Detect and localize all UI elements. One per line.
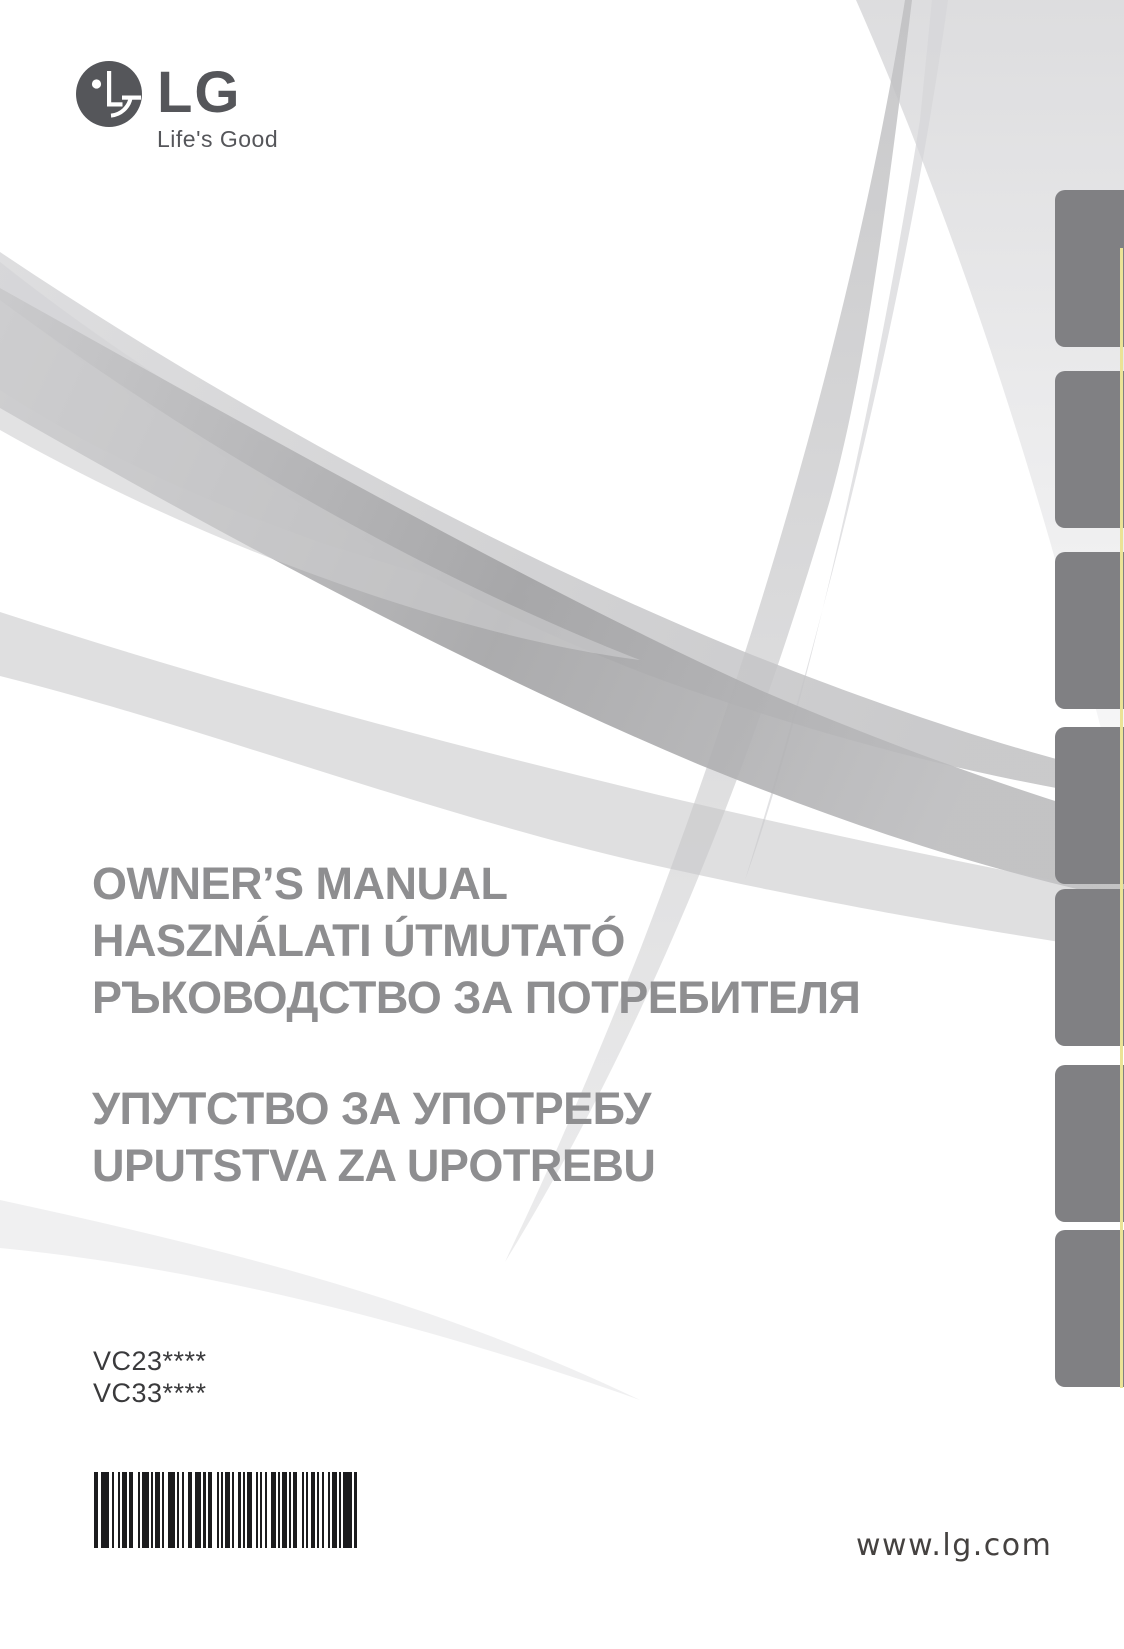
barcode-bar	[122, 1472, 126, 1548]
barcode-bar	[278, 1472, 280, 1548]
lg-face-icon	[75, 60, 143, 128]
barcode-bar	[247, 1472, 251, 1548]
title-group-primary	[92, 855, 860, 1026]
side-tab	[1055, 190, 1124, 347]
barcode-bar	[243, 1472, 245, 1548]
title-line-serbian-cyrillic: УПУТСТВО ЗА УПОТРЕБУ	[92, 1083, 651, 1134]
barcode-bar	[306, 1472, 308, 1548]
barcode-bar	[129, 1472, 133, 1548]
barcode-bar	[354, 1472, 356, 1548]
lg-logo-text	[157, 60, 278, 153]
title-line-english: OWNER’S MANUAL	[92, 858, 508, 909]
barcode-bar	[221, 1472, 223, 1548]
barcode-bar	[217, 1472, 219, 1548]
barcode-bar	[311, 1472, 315, 1548]
side-tab	[1055, 371, 1124, 528]
barcode-bar	[225, 1472, 229, 1548]
lg-tagline: Life's Good	[157, 126, 279, 152]
barcode-bar	[182, 1472, 184, 1548]
side-tab	[1055, 1230, 1124, 1387]
lg-wordmark: LG	[157, 60, 242, 125]
barcode-bar	[142, 1472, 149, 1548]
barcode-bar	[317, 1472, 319, 1548]
barcode-bar	[302, 1472, 304, 1548]
barcode-bar	[271, 1472, 275, 1548]
barcode-bar	[138, 1472, 140, 1548]
barcode-bar	[232, 1472, 234, 1548]
barcode-bar	[289, 1472, 291, 1548]
barcode-bar	[265, 1472, 267, 1548]
barcode-bar	[208, 1472, 212, 1548]
barcode-bar	[177, 1472, 179, 1548]
barcode-bar	[332, 1472, 336, 1548]
barcode-bar	[328, 1472, 330, 1548]
barcode-bar	[282, 1472, 286, 1548]
barcode-bar	[203, 1472, 205, 1548]
title-line-bulgarian: РЪКОВОДСТВО ЗА ПОТРЕБИТЕЛЯ	[92, 972, 861, 1023]
side-tab	[1055, 727, 1124, 884]
barcode-bar	[339, 1472, 341, 1548]
barcode-bar	[162, 1472, 164, 1548]
lg-website-url: www.lg.com	[856, 1528, 1053, 1563]
title-group-secondary	[92, 1080, 655, 1194]
barcode-bar	[112, 1472, 114, 1548]
barcode-bar	[238, 1472, 240, 1548]
barcode-bar	[260, 1472, 262, 1548]
barcode-bar	[188, 1472, 192, 1548]
barcode-bar	[151, 1472, 153, 1548]
barcode-bar	[343, 1472, 352, 1548]
side-tab	[1055, 889, 1124, 1046]
barcode-bar	[322, 1472, 324, 1548]
barcode-bar	[293, 1472, 297, 1548]
side-tab	[1055, 552, 1124, 709]
barcode	[94, 1472, 357, 1548]
barcode-bar	[101, 1472, 110, 1548]
page-edge-artifact	[1120, 248, 1123, 1388]
side-tab	[1055, 1065, 1124, 1222]
barcode-bar	[168, 1472, 175, 1548]
barcode-bar	[94, 1472, 98, 1548]
barcode-bar	[195, 1472, 202, 1548]
barcode-bar	[155, 1472, 159, 1548]
lg-logo	[75, 60, 278, 153]
title-line-hungarian: HASZNÁLATI ÚTMUTATÓ	[92, 915, 625, 966]
model-number: VC33****	[93, 1378, 207, 1408]
barcode-bar	[118, 1472, 120, 1548]
barcode-bar	[256, 1472, 258, 1548]
model-numbers	[93, 1345, 207, 1409]
model-number: VC23****	[93, 1346, 207, 1376]
title-line-serbian-latin: UPUTSTVA ZA UPOTREBU	[92, 1140, 656, 1191]
